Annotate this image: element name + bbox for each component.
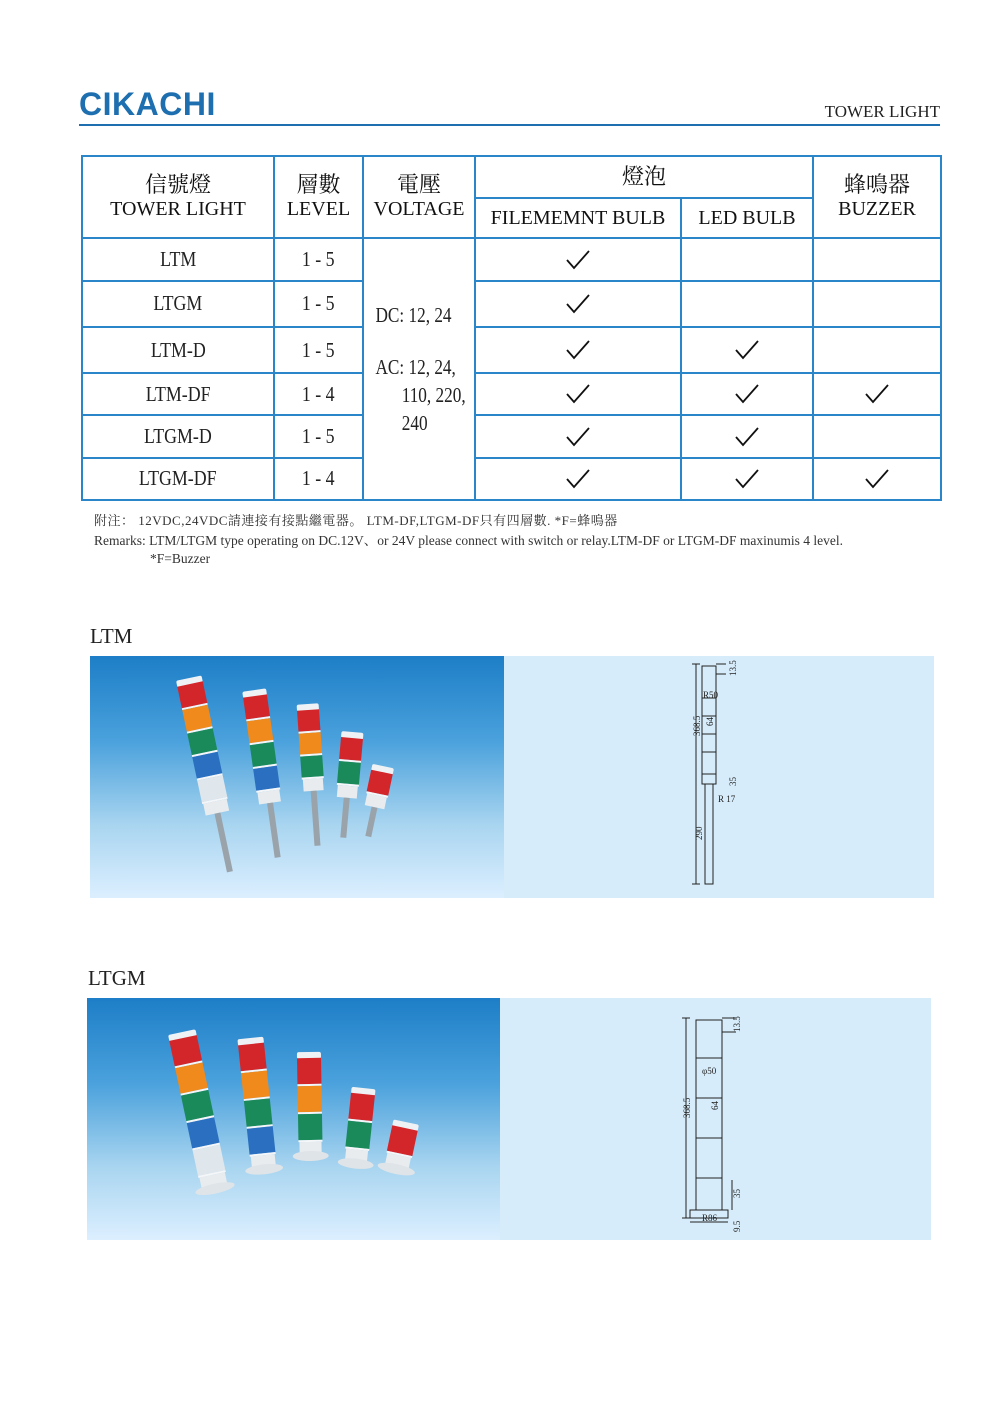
header-filament <box>475 198 681 238</box>
ltm-dim-tier: 64 <box>705 717 715 726</box>
cell-level <box>274 458 363 500</box>
header-tower-en: TOWER LIGHT <box>110 198 246 221</box>
lamp-5-tier <box>176 675 243 874</box>
ltm-dim-total: 368.5 <box>692 715 702 736</box>
cell-buzzer <box>813 238 941 280</box>
model-name: LTM-DF <box>145 381 211 406</box>
cell-filament <box>475 415 681 457</box>
ltgm-dim-total: 368.5 <box>682 1097 692 1118</box>
category-title: TOWER LIGHT <box>824 102 940 121</box>
ltgm-dim-base: 35 <box>732 1189 742 1198</box>
cell-level <box>274 415 363 457</box>
cell-filament <box>475 281 681 327</box>
checkmark-icon <box>682 468 812 490</box>
header-tower-zh: 信號燈 <box>144 172 211 198</box>
model-name: LTM-D <box>150 337 206 362</box>
cell-filament <box>475 458 681 500</box>
cell-led <box>681 458 813 500</box>
cell-filament <box>475 327 681 373</box>
voltage-ac-3: 240 <box>401 411 428 436</box>
lamp-4-tier <box>231 1036 283 1176</box>
level-value: 1 - 5 <box>302 424 335 449</box>
header-filament-en: FILEMEMNT BULB <box>490 207 666 230</box>
brand-logo: CIKACHI <box>79 86 216 122</box>
header-voltage-en: VOLTAGE <box>373 198 465 221</box>
checkmark-icon <box>682 426 812 448</box>
cell-level <box>274 238 363 280</box>
table-row <box>82 458 941 500</box>
level-value: 1 - 4 <box>302 466 335 491</box>
ltm-dim-r: R 17 <box>718 794 736 804</box>
cell-model <box>82 327 274 373</box>
cell-model <box>82 415 274 457</box>
ltm-dim-top: 13.5 <box>728 660 738 676</box>
cell-filament <box>475 373 681 415</box>
table-row <box>82 281 941 327</box>
header-level-en: LEVEL <box>286 198 351 221</box>
header-bulb-zh: 燈泡 <box>622 164 667 190</box>
level-value: 1 - 5 <box>302 247 335 272</box>
spec-table <box>81 155 942 501</box>
cell-buzzer <box>813 458 941 500</box>
ltm-dimension-drawing <box>504 656 934 898</box>
level-value: 1 - 5 <box>302 291 335 316</box>
ltgm-dimension-svg <box>500 998 931 1240</box>
lamp-3-tier <box>297 703 329 846</box>
model-name: LTGM-D <box>144 424 212 449</box>
header-voltage-zh: 電壓 <box>396 172 441 198</box>
header-level-zh: 層數 <box>296 172 341 198</box>
cell-buzzer <box>813 327 941 373</box>
header-tower <box>82 156 274 238</box>
checkmark-icon <box>682 339 812 361</box>
table-row <box>82 238 941 280</box>
cell-led <box>681 238 813 280</box>
ltgm-dimension-drawing <box>500 998 931 1240</box>
remark-en-line1: Remarks: LTM/LTGM type operating on DC.12V、or 24V please connect with switch or relay.LTM-DF or LTGM-DF maxinumis 4 level. <box>94 533 844 548</box>
ltm-dim-base: 35 <box>728 777 738 786</box>
header-buzzer <box>813 156 941 238</box>
checkmark-icon <box>682 383 812 405</box>
ltm-dim-dia: R50 <box>703 690 719 700</box>
table-row <box>82 327 941 373</box>
header-level <box>274 156 363 238</box>
ltgm-dim-foot: 9.5 <box>732 1220 742 1232</box>
level-value: 1 - 4 <box>302 381 335 406</box>
cell-led <box>681 281 813 327</box>
cell-level <box>274 373 363 415</box>
cell-buzzer <box>813 281 941 327</box>
ltm-dim-pole: 290 <box>694 826 704 840</box>
ltm-product-photo <box>90 656 504 898</box>
checkmark-icon <box>814 468 940 490</box>
ltgm-dim-top: 13.5 <box>732 1016 742 1032</box>
checkmark-icon <box>476 293 680 315</box>
lamp-2-tier <box>337 1086 381 1170</box>
ltgm-dim-dia: φ50 <box>702 1066 717 1076</box>
cell-led <box>681 415 813 457</box>
remark-zh: 附注： 12VDC,24VDC請連接有接點繼電器。 LTM-DF,LTGM-DF只有四層數. *F=蜂鳴器 <box>94 513 618 528</box>
ltgm-dim-tier: 64 <box>710 1101 720 1110</box>
model-name: LTGM-DF <box>139 466 217 491</box>
section-title-ltgm: LTGM <box>88 966 146 990</box>
cell-buzzer <box>813 415 941 457</box>
cell-level <box>274 327 363 373</box>
cell-led <box>681 373 813 415</box>
header-led-en: LED BULB <box>698 207 796 230</box>
cell-filament <box>475 238 681 280</box>
lamp-5-tier <box>162 1028 235 1198</box>
voltage-dc: DC: 12, 24 <box>375 303 452 328</box>
header-bulb <box>475 156 813 198</box>
ltm-dimension-svg <box>504 656 934 898</box>
remark-en <box>94 532 954 568</box>
checkmark-icon <box>476 249 680 271</box>
checkmark-icon <box>476 468 680 490</box>
voltage-ac-1: AC: 12, 24, <box>375 355 456 380</box>
cell-level <box>274 281 363 327</box>
header-buzzer-zh: 蜂鳴器 <box>844 172 911 198</box>
checkmark-icon <box>476 339 680 361</box>
voltage-ac-2: 110, 220, <box>401 383 466 408</box>
ltgm-dim-r: R86 <box>702 1213 718 1223</box>
ltgm-lamps-illustration <box>87 998 500 1240</box>
lamp-1-tier <box>358 764 394 839</box>
cell-led <box>681 327 813 373</box>
header-rule <box>79 124 940 126</box>
lamp-3-tier <box>291 1052 329 1162</box>
cell-model <box>82 458 274 500</box>
checkmark-icon <box>476 383 680 405</box>
table-row <box>82 373 941 415</box>
remark-en-line2: *F=Buzzer <box>150 551 211 566</box>
cell-model <box>82 238 274 280</box>
lamp-4-tier <box>242 688 289 859</box>
level-value: 1 - 5 <box>302 337 335 362</box>
lamp-1-tier <box>377 1118 425 1178</box>
lamp-2-tier <box>332 731 363 839</box>
table-row <box>82 415 941 457</box>
model-name: LTM <box>159 247 197 272</box>
ltm-lamps-illustration <box>90 656 504 898</box>
checkmark-icon <box>476 426 680 448</box>
section-title-ltm: LTM <box>90 624 133 648</box>
cell-voltage <box>363 238 475 500</box>
header-voltage <box>363 156 475 238</box>
model-name: LTGM <box>153 291 203 316</box>
cell-model <box>82 373 274 415</box>
cell-model <box>82 281 274 327</box>
header-led <box>681 198 813 238</box>
ltgm-product-photo <box>87 998 500 1240</box>
header-buzzer-en: BUZZER <box>838 198 916 221</box>
checkmark-icon <box>814 383 940 405</box>
cell-buzzer <box>813 373 941 415</box>
